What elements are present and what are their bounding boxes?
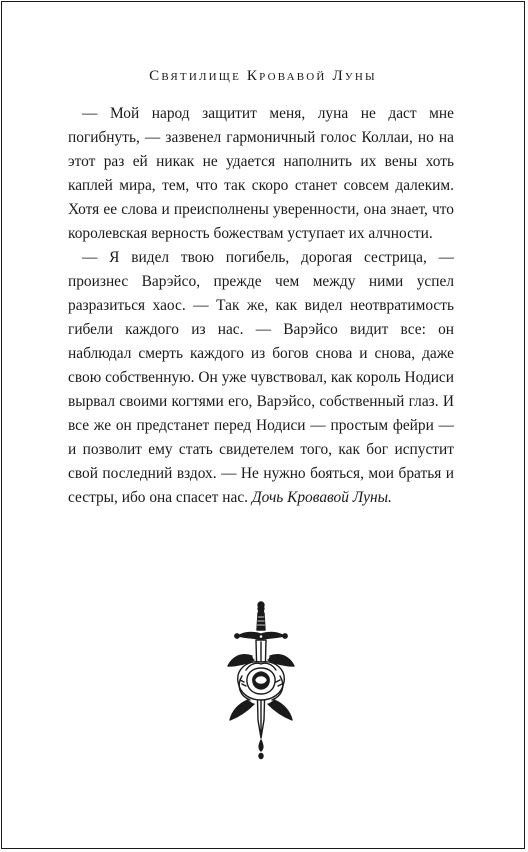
paragraph-2 [68, 246, 454, 510]
paragraph-1: — Мой народ защитит меня, луна не даст мне погибнуть, — зазвенел гармоничный голос Коллаи, но на этот раз ей никак не удается наполнить их вены хоть каплей мира, тем, что так скоро станет совсем далеким. Хотя ее слова и преисполнены уверенности, она знает, что королевская верность божествам уступает их алчности. [68, 105, 454, 242]
running-head: Святилище Кровавой Луны [149, 68, 377, 84]
paragraph-2-text: — Я видел твою погибель, дорогая сестрица, — произнес Варэйсо, прежде чем между ними успел разразиться хаос. — Так же, как видел неотвратимость гибели каждого из нас. — Варэйсо видит все: он наблюдал смерть каждого из богов снова и снова, даже свою собственную. Он уже чувствовал, как король Нодиси вырвал своими когтями его, Варэйсо, собственный глаз. И все же он предстанет перед Нодиси — простым фейри — и позволит ему стать свидетелем того, как бог испустит свой последний вздох. — Не нужно бояться, мои братья и сестры, ибо она спасет нас. [68, 249, 454, 506]
book-page [1, 1, 525, 849]
dagger-rose-icon [216, 600, 306, 760]
body-text [68, 102, 454, 510]
paragraph-2-italic: Дочь Кровавой Луны. [251, 489, 392, 506]
